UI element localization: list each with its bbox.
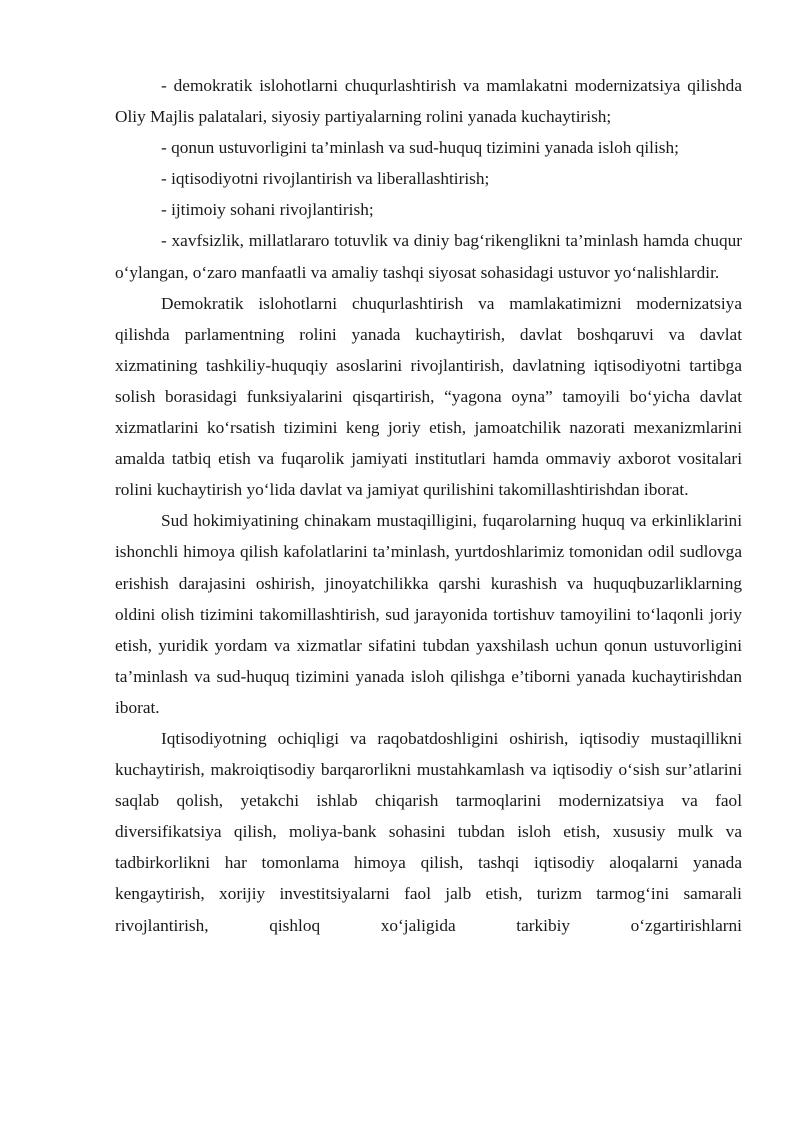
- list-item-social-sphere: - ijtimoiy sohani rivojlantirish;: [161, 200, 374, 220]
- list-item-rule-of-law: - qonun ustuvorligini ta’minlash va sud-huquq tizimini yanada isloh qilish;: [161, 138, 679, 158]
- list-item-democratic-reforms: - demokratik islohotlarni chuqurlashtirish va mamlakatni modernizatsiya qilishda Oliy Majlis palatalari, siyosiy partiyalarning rolini yanada kuchaytirish;: [115, 76, 742, 127]
- document-page: [115, 70, 742, 941]
- list-item-security-foreign-policy: - xavfsizlik, millatlararo totuvlik va diniy bag‘rikenglikni ta’minlash hamda chuqur o‘ylangan, o‘zaro manfaatli va amaliy tashqi siyosat sohasidagi ustuvor yo‘nalishlardir.: [115, 231, 742, 282]
- paragraph-economic-openness: Iqtisodiyotning ochiqligi va raqobatdoshligini oshirish, iqtisodiy mustaqillikni kuchaytirish, makroiqtisodiy barqarorlikni mustahkamlash va iqtisodiy o‘sish sur’atlarini saqlab qolish, yetakchi ishlab chiqarish tarmoqlarini modernizatsiya va faol diversifikatsiya qilish, moliya-bank sohasini tubdan isloh etish, xususiy mulk va tadbirkorlikni har tomonlama himoya qilish, tashqi iqtisodiy aloqalarni yanada kengaytirish, xorijiy investitsiyalarni faol jalb etish, turizm tarmog‘ini samarali rivojlantirish, qishloq xo‘jaligida tarkibiy o‘zgartirishlarni: [115, 728, 742, 935]
- list-item-economy: - iqtisodiyotni rivojlantirish va liberallashtirish;: [161, 169, 490, 189]
- paragraph-judicial-reform: Sud hokimiyatining chinakam mustaqilligini, fuqarolarning huquq va erkinliklarini ishonchli himoya qilish kafolatlarini ta’minlash, yurtdoshlarimiz tomonidan odil sudlovga erishish darajasini oshirish, jinoyatchilikka qarshi kurashish va huquqbuzarliklarning oldini olish tizimini takomillashtirish, sud jarayonida tortishuv tamoyilini to‘laqonli joriy etish, yuridik yordam va xizmatlar sifatini tubdan yaxshilash uchun qonun ustuvorligini ta’minlash va sud-huquq tizimini yanada isloh qilishga e’tiborni yanada kuchaytirishdan iborat.: [115, 511, 742, 717]
- paragraph-state-building: Demokratik islohotlarni chuqurlashtirish va mamlakatimizni modernizatsiya qilishda parlamentning rolini yanada kuchaytirish, davlat boshqaruvi va davlat xizmatining tashkiliy-huquqiy asoslarini rivojlantirish, davlatning iqtisodiyotni tartibga solish borasidagi funksiyalarini qisqartirish, “yagona oyna” tamoyili bo‘yicha davlat xizmatlarini ko‘rsatish tizimini keng joriy etish, jamoatchilik nazorati mexanizmlarini amalda tatbiq etish va fuqarolik jamiyati institutlari hamda ommaviy axborot vositalari rolini kuchaytirish yo‘lida davlat va jamiyat qurilishini takomillashtirishdan iborat.: [115, 293, 742, 500]
